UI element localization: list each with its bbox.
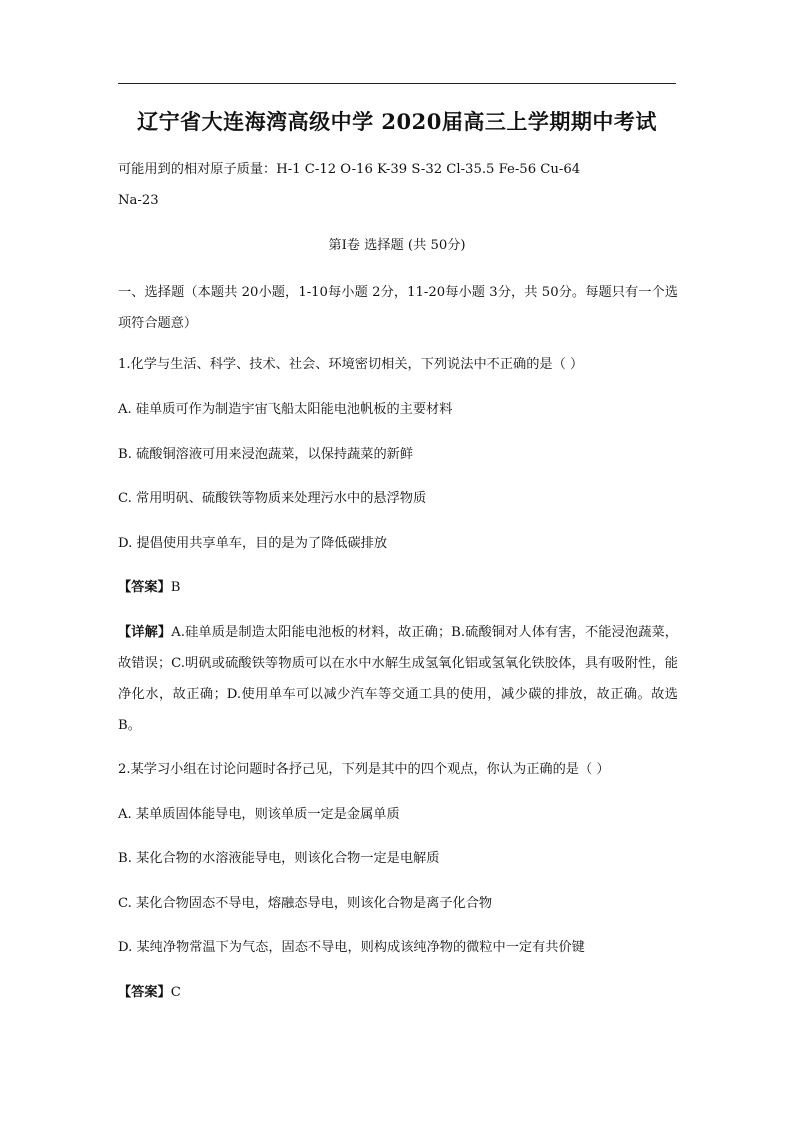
question-1-explanation <box>118 617 678 741</box>
header-rule <box>118 83 676 84</box>
question-2-option-a: A. 某单质固体能导电，则该单质一定是金属单质 <box>118 807 400 822</box>
answer-value: B <box>170 580 181 595</box>
answer-label: 【答案】 <box>118 985 171 1000</box>
exam-title: 辽宁省大连海湾高级中学 2020届高三上学期期中考试 <box>137 109 657 134</box>
section-instruction: 一、选择题（本题共 20小题，1-10每小题 2分，11-20每小题 3分，共 50分。每题只有一个选项符合题意） <box>118 285 678 331</box>
question-1-answer <box>118 578 678 598</box>
question-2-option-b: B. 某化合物的水溶液能导电，则该化合物一定是电解质 <box>118 851 440 866</box>
question-2-stem: 2.某学习小组在讨论问题时各抒己见，下列是其中的四个观点，你认为正确的是（ ） <box>118 762 610 777</box>
answer-value: C <box>170 985 181 1000</box>
question-1-option-a: A. 硅单质可作为制造宇宙飞船太阳能电池帆板的主要材料 <box>118 402 453 417</box>
question-1-option-d: D. 提倡使用共享单车，目的是为了降低碳排放 <box>118 536 388 551</box>
atomic-mass-line-1: 可能用到的相对原子质量：H-1 C-12 O-16 K-39 S-32 Cl-35.5 Fe-56 Cu-64 <box>118 162 581 177</box>
explain-text: A.硅单质是制造太阳能电池板的材料，故正确；B.硫酸铜对人体有害，不能浸泡蔬菜，故错误；C.明矾或硫酸铁等物质可以在水中水解生成氢氧化铝或氢氧化铁胶体，具有吸附性，能净化水，故正确；D.使用单车可以减少汽车等交通工具的使用，减少碳的排放，故正确。故选 B。 <box>118 625 678 733</box>
question-2-option-d: D. 某纯净物常温下为气态，固态不导电，则构成该纯净物的微粒中一定有共价键 <box>118 940 585 955</box>
section-title: 第Ⅰ卷 选择题 (共 50分) <box>328 238 466 253</box>
answer-label: 【答案】 <box>118 580 171 595</box>
question-1-option-b: B. 硫酸铜溶液可用来浸泡蔬菜，以保持蔬菜的新鲜 <box>118 447 414 462</box>
atomic-mass-line-2: Na-23 <box>118 193 159 208</box>
question-1-stem: 1.化学与生活、科学、技术、社会、环境密切相关，下列说法中不正确的是（ ） <box>118 357 584 372</box>
question-2-option-c: C. 某化合物固态不导电，熔融态导电，则该化合物是离子化合物 <box>118 896 493 911</box>
explain-label: 【详解】 <box>118 625 172 640</box>
question-1-option-c: C. 常用明矾、硫酸铁等物质来处理污水中的悬浮物质 <box>118 491 427 506</box>
question-2-answer <box>118 983 678 1003</box>
